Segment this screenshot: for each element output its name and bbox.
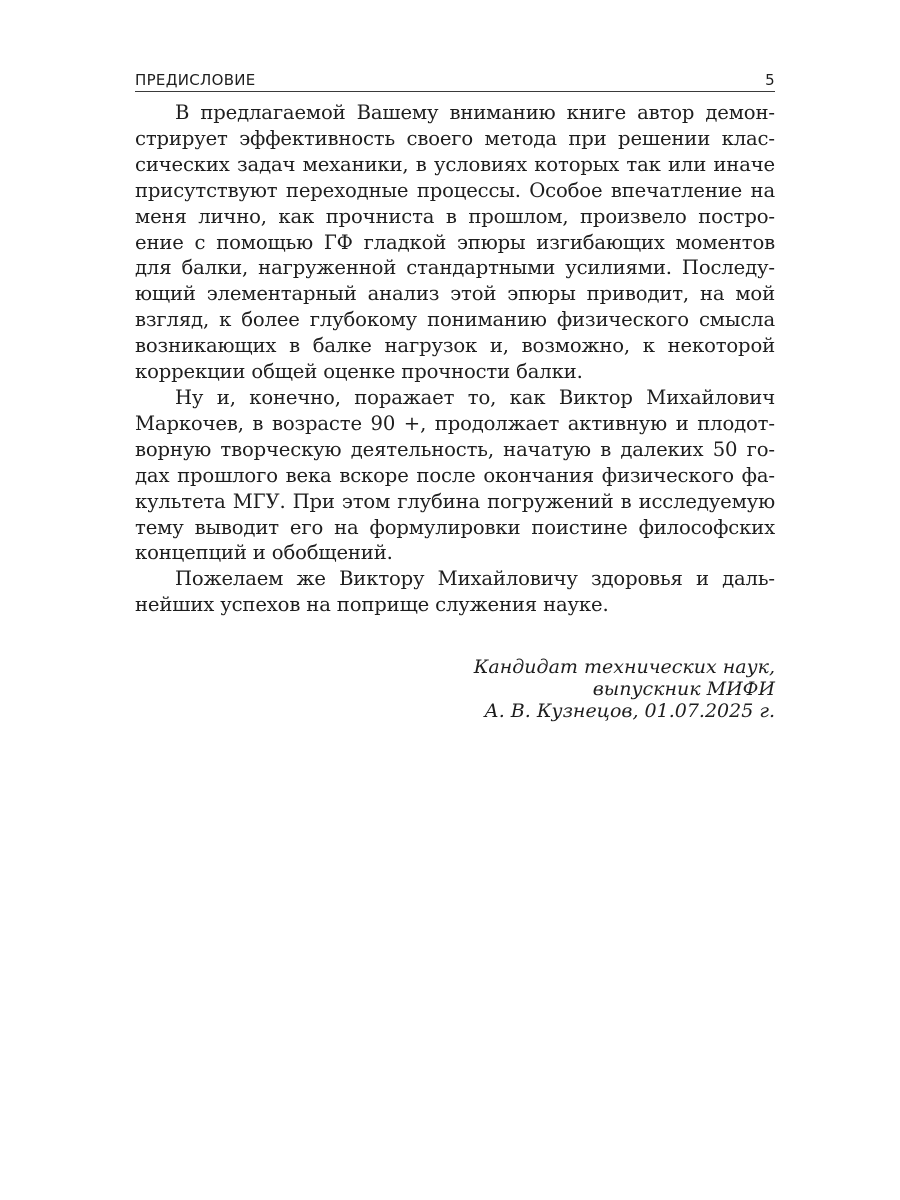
section-title: ПРЕДИСЛОВИЕ [135, 71, 256, 89]
running-head [135, 70, 775, 92]
signature-affiliation: выпускник МИФИ [592, 678, 775, 701]
signature-block [135, 656, 775, 722]
paragraph: В предлагаемой Вашему вниманию книге автор демонстрирует эффективность своего метода при решении классических задач механики, в условиях которых так или иначе присутствуют переходные процессы. Особое впечатление на меня лично, как прочниста в прошлом, произвело построение с помощью ГФ гладкой эпюры изгибающих моментов для балки, нагруженной стандартными усилиями. Последующий элементарный анализ этой эпюры приводит, на мой взгляд, к более глубокому пониманию физического смысла возникающих в балке нагрузок и, возможно, к некоторой коррекции общей оценке прочности балки. [135, 101, 775, 384]
signature-author-date: А. В. Кузнецов, 01.07.2025 г. [484, 700, 775, 723]
paragraph: Пожелаем же Виктору Михайловичу здоровья и дальнейших успехов на поприще служения науке. [135, 567, 775, 617]
page-number: 5 [765, 71, 775, 89]
body-text [135, 100, 775, 618]
signature-degree: Кандидат технических наук, [473, 656, 775, 679]
book-page [135, 70, 775, 722]
paragraph: Ну и, конечно, поражает то, как Виктор Михайлович Маркочев, в возрасте 90 +, продолжает активную и плодотворную творческую деятельность, начатую в далеких 50 годах прошлого века вскоре после окончания физического факультета МГУ. При этом глубина погружений в исследуемую тему выводит его на формулировки поистине философских концепций и обобщений. [135, 385, 775, 565]
